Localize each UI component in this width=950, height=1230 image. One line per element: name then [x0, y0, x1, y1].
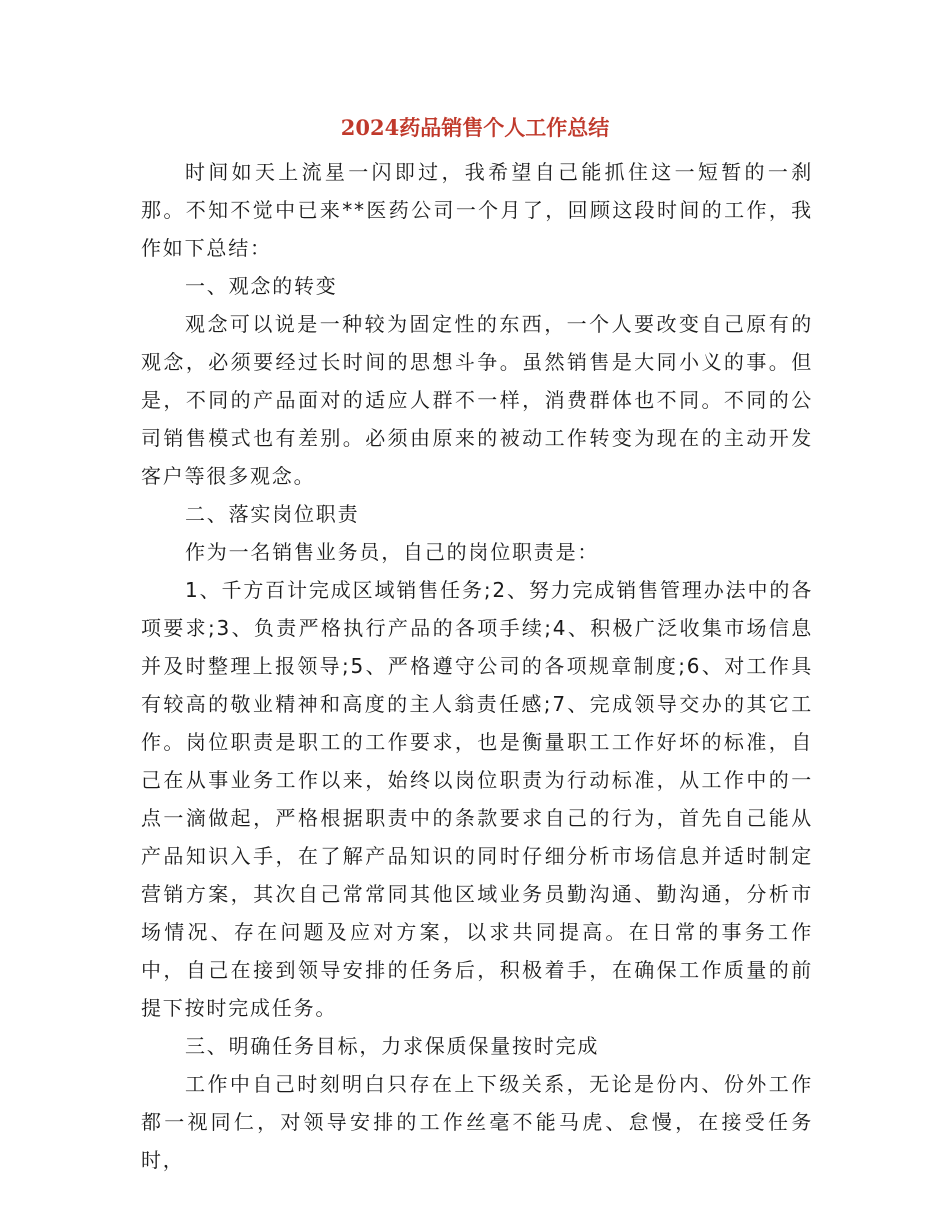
section-heading-1: 一、观念的转变 [185, 274, 338, 298]
section-heading-3: 三、明确任务目标，力求保质保量按时完成 [185, 1034, 600, 1058]
section-heading-2: 二、落实岗位职责 [185, 502, 360, 526]
document-body [141, 153, 813, 1179]
paragraph-duties-intro: 作为一名销售业务员，自己的岗位职责是： [185, 540, 600, 564]
paragraph-concept-change: 观念可以说是一种较为固定性的东西，一个人要改变自己原有的观念，必须要经过长时间的思想斗争。虽然销售是大同小义的事。但是，不同的产品面对的适应人群不一样，消费群体也不同。不同的公司销售模式也有差别。必须由原来的被动工作转变为现在的主动开发客户等很多观念。 [141, 312, 813, 488]
paragraph-task-goals: 工作中自己时刻明白只存在上下级关系，无论是份内、份外工作都一视同仁，对领导安排的工作丝毫不能马虎、怠慢，在接受任务时， [141, 1072, 813, 1172]
document-title: 2024药品销售个人工作总结 [340, 115, 610, 140]
paragraph-duties-list: 1、千方百计完成区域销售任务;2、努力完成销售管理办法中的各项要求;3、负责严格执行产品的各项手续;4、积极广泛收集市场信息并及时整理上报领导;5、严格遵守公司的各项规章制度;6、对工作具有较高的敬业精神和高度的主人翁责任感;7、完成领导交办的其它工作。岗位职责是职工的工作要求，也是衡量职工工作好坏的标准，自己在从事业务工作以来，始终以岗位职责为行动标准，从工作中的一点一滴做起，严格根据职责中的条款要求自己的行为，首先自己能从产品知识入手，在了解产品知识的同时仔细分析市场信息并适时制定营销方案，其次自己常常同其他区域业务员勤沟通、勤沟通，分析市场情况、存在问题及应对方案，以求共同提高。在日常的事务工作中，自己在接到领导安排的任务后，积极着手，在确保工作质量的前提下按时完成任务。 [141, 578, 813, 1020]
paragraph-intro: 时间如天上流星一闪即过，我希望自己能抓住这一短暂的一刹那。不知不觉中已来**医药公司一个月了，回顾这段时间的工作，我作如下总结： [141, 160, 813, 260]
